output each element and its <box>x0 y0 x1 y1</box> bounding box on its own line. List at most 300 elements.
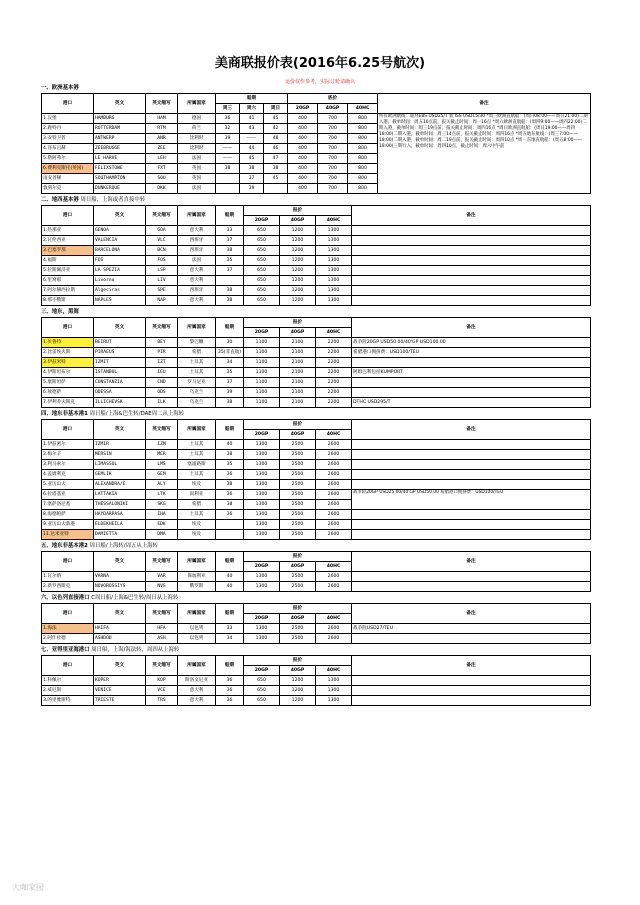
rate-40hc: 1300 <box>316 686 352 696</box>
sailing-days: 38 <box>216 480 244 490</box>
port-code: IEU <box>146 368 178 378</box>
table-row <box>42 490 591 500</box>
port-name: 3.伊兹米特 <box>42 358 94 368</box>
table-row <box>42 634 591 644</box>
sail-wed: —— <box>216 154 240 164</box>
rate-40hc: 2600 <box>316 440 352 450</box>
country: 以色列 <box>178 624 216 634</box>
rate-20gp: 650 <box>244 246 280 256</box>
remarks <box>352 582 591 592</box>
country: 土耳其 <box>178 510 216 520</box>
sailing-days: 35 <box>216 256 244 266</box>
rate-20gp: 1300 <box>244 460 280 470</box>
rate-40hc: 1300 <box>316 266 352 276</box>
port-name: 3.利马索尔 <box>42 460 94 470</box>
section-title-main: 二、地西基本港 <box>41 197 79 203</box>
rate-40hc: 2600 <box>316 500 352 510</box>
port-name: 9.亚历山大新港 <box>42 520 94 530</box>
rate-40hc: 1300 <box>316 696 352 706</box>
port-name: 6.里窝那 <box>42 276 94 286</box>
rate-40gp: 1200 <box>280 276 316 286</box>
table-row <box>42 378 591 388</box>
section-3 <box>41 308 591 408</box>
table-row <box>42 676 591 686</box>
table-row <box>42 338 591 348</box>
remarks: 所有欧洲航线：迪拜EBS USD25/T 新 ISS USD15/30 *周三欧洲直航船：(周日08:00——周日21:00)二期入港，截单时间：周五10点前，报关截止时间：周一16点 *周六欧洲直航船：(周四9:00——周四22:00)二期入港，截单时间：周三19点前，报关截止时间：周四16点 *周日欧洲直航船：(周日19:00——周四18:00)二期入港，截单时间：周三14点前，报关截止时间：周四16点 *周五地东航线：(周三7:00——18:00)二期入港，截单时间：周二19点前，报关截止时间：周四10点 *周一东地直航船：(周五8:00——18:00)三期行入，截单时间：周四10点，截止时间：周六中午前 <box>378 114 591 194</box>
rate-40gp: 2500 <box>280 572 316 582</box>
rate-40gp: 2500 <box>280 460 316 470</box>
rate-20gp: 1300 <box>244 624 280 634</box>
sail-sun: 38 <box>264 164 288 174</box>
rate-40hc: 2600 <box>316 460 352 470</box>
price-note: 运价仅作参考，实际订舱请确认 <box>284 79 355 85</box>
port-name: 7.伊利乔夫斯克 <box>42 398 94 408</box>
country: 保加利亚 <box>178 572 216 582</box>
port-english: FOS <box>94 256 146 266</box>
rate-40hc: 1300 <box>316 286 352 296</box>
port-english: NOVOROSSIYS <box>94 582 146 592</box>
column-header: 40GP <box>280 562 316 572</box>
port-english: FELIXSTOWE <box>94 164 146 174</box>
column-header: 船期 <box>216 206 244 226</box>
port-code: FOS <box>146 256 178 266</box>
rate-20gp: 1300 <box>244 634 280 644</box>
section-5 <box>41 542 591 592</box>
rate-40hc: 2200 <box>316 398 352 408</box>
rate-20gp: 1100 <box>244 338 280 348</box>
section-7 <box>41 646 591 706</box>
port-code: LSP <box>146 266 178 276</box>
port-name: 8.那不勒斯 <box>42 296 94 306</box>
port-name: 7.塞萨洛尼基 <box>42 500 94 510</box>
rate-40gp: 1200 <box>280 696 316 706</box>
rate-40gp: 1200 <box>280 676 316 686</box>
country: 乌克兰 <box>178 388 216 398</box>
remarks <box>352 686 591 696</box>
rate-20gp: 650 <box>244 256 280 266</box>
country: 意大利 <box>178 226 216 236</box>
port-name: 1.伊兹密尔 <box>42 440 94 450</box>
port-code: KOP <box>146 676 178 686</box>
sail-sat: 44 <box>240 144 264 154</box>
country: 埃及 <box>178 480 216 490</box>
table-row <box>42 296 591 306</box>
port-name: 8.海德帕萨 <box>42 510 94 520</box>
port-code: IZT <box>146 358 178 368</box>
rate-40hc: 800 <box>348 134 378 144</box>
column-header: 港口 <box>42 552 94 572</box>
rate-40gp: 1200 <box>280 686 316 696</box>
section-title-main: 五、地东非基本港2 <box>41 543 88 549</box>
port-english: ILLICHEVSK <box>94 398 146 408</box>
rate-40gp: 1200 <box>280 246 316 256</box>
remarks <box>352 388 591 398</box>
rate-40hc: 2600 <box>316 582 352 592</box>
rate-40hc: 800 <box>348 124 378 134</box>
rate-20gp: 400 <box>288 144 318 154</box>
remarks <box>352 634 591 644</box>
table-row <box>42 358 591 368</box>
port-name: 2.梅尔辛 <box>42 450 94 460</box>
column-header: 港口 <box>42 94 94 114</box>
column-header: 40GP <box>280 666 316 676</box>
country: 希腊 <box>178 500 216 510</box>
rate-40hc: 800 <box>348 154 378 164</box>
rate-table <box>41 603 591 644</box>
port-code: CND <box>146 378 178 388</box>
rate-40hc: 2200 <box>316 348 352 358</box>
rate-40gp: 2500 <box>280 470 316 480</box>
remarks <box>352 266 591 276</box>
port-english: LA SPEZIA <box>94 266 146 276</box>
port-english: Livorno <box>94 276 146 286</box>
rate-40hc: 2600 <box>316 470 352 480</box>
column-header: 20GP <box>244 328 280 338</box>
column-header: 20GP <box>244 562 280 572</box>
port-english: NAPLES <box>94 296 146 306</box>
port-english: CONSTANZIA <box>94 378 146 388</box>
port-english: HAMBURG <box>94 114 146 124</box>
port-english: IZMIT <box>94 358 146 368</box>
rate-40hc: 2200 <box>316 358 352 368</box>
port-code: GOA <box>146 226 178 236</box>
port-code: LEH <box>146 154 178 164</box>
port-name: 2.阿什杜德 <box>42 634 94 644</box>
table-row <box>42 236 591 246</box>
column-header: 港口 <box>42 656 94 676</box>
section-title-sub: C周日船/上海&巴生转/周日从上海转 <box>89 595 179 601</box>
table-row <box>42 450 591 460</box>
rate-table <box>41 93 591 194</box>
column-header: 报价 <box>244 206 352 216</box>
port-code: TRS <box>146 696 178 706</box>
sailing-days: 36 <box>216 470 244 480</box>
table-row <box>42 440 591 450</box>
remarks <box>352 450 591 460</box>
sail-sun: 42 <box>264 124 288 134</box>
rate-40gp: 700 <box>318 114 348 124</box>
column-header: 40GP <box>318 104 348 114</box>
port-name: 3.巴塞罗那 <box>42 246 94 256</box>
column-header: 40GP <box>280 430 316 440</box>
rate-document <box>41 82 591 706</box>
remarks <box>352 236 591 246</box>
column-header: 英文缩写 <box>146 604 178 624</box>
header-row <box>42 552 591 562</box>
section-title-sub: 周日船，上海或者直接中转 <box>78 197 146 203</box>
rate-40gp: 2500 <box>280 582 316 592</box>
section-title <box>41 542 591 551</box>
country: 土耳其 <box>178 368 216 378</box>
section-title <box>41 84 591 93</box>
column-header: 40HC <box>316 216 352 226</box>
rate-20gp: 1100 <box>244 348 280 358</box>
sailing-days: 40 <box>216 582 244 592</box>
country: 塞浦路斯 <box>178 460 216 470</box>
rate-40hc: 1300 <box>316 256 352 266</box>
port-code: DKK <box>146 184 178 194</box>
rate-40gp: 2500 <box>280 450 316 460</box>
port-name: 11.达米亚特 <box>42 530 94 540</box>
port-name: 1.汉堡 <box>42 114 94 124</box>
rate-40hc: 2600 <box>316 530 352 540</box>
rate-20gp: 400 <box>288 174 318 184</box>
rate-20gp: 1300 <box>244 510 280 520</box>
port-code: GEM <box>146 470 178 480</box>
rate-40gp: 2100 <box>280 358 316 368</box>
section-title <box>41 594 591 603</box>
table-row <box>42 686 591 696</box>
country: 意大利 <box>178 276 216 286</box>
sailing-days: 36 <box>216 696 244 706</box>
rate-40gp: 1200 <box>280 236 316 246</box>
remarks: 战争险20GP USD25.00/40'GP USD50.00 希腊港口拥挤费：USD100/TEU <box>352 490 591 510</box>
column-header: 港口 <box>42 318 94 338</box>
remarks <box>352 246 591 256</box>
rate-20gp: 1100 <box>244 358 280 368</box>
sailing-days: 38 <box>216 450 244 460</box>
sailing-days: 36 <box>216 686 244 696</box>
table-row <box>42 276 591 286</box>
port-english: ISTANBUL <box>94 368 146 378</box>
country: 意大利 <box>178 696 216 706</box>
column-header: 40GP <box>280 328 316 338</box>
header-row <box>42 206 591 216</box>
column-header: 周三 <box>216 104 240 114</box>
rate-40hc: 2600 <box>316 490 352 500</box>
rate-table <box>41 205 591 306</box>
rate-40gp: 1200 <box>280 256 316 266</box>
country: 希腊 <box>178 348 216 358</box>
rate-40gp: 2500 <box>280 440 316 450</box>
port-english: VALENCIA <box>94 236 146 246</box>
rate-20gp: 650 <box>244 686 280 696</box>
section-title <box>41 196 591 205</box>
rate-40hc: 2200 <box>316 368 352 378</box>
port-name: 5.康斯坦萨 <box>42 378 94 388</box>
sail-wed: 39 <box>216 134 240 144</box>
remarks <box>352 520 591 530</box>
sailing-days: 40 <box>216 440 244 450</box>
country: 法国 <box>178 184 216 194</box>
column-header: 备注 <box>352 604 591 624</box>
port-code: PIR <box>146 348 178 358</box>
table-row <box>42 696 591 706</box>
column-header: 所属国家 <box>178 318 216 338</box>
rate-20gp: 650 <box>244 276 280 286</box>
column-header: 40HC <box>316 562 352 572</box>
rate-40hc: 2600 <box>316 510 352 520</box>
sail-sun: 45 <box>264 114 288 124</box>
sailing-days: 35 <box>216 368 244 378</box>
sailing-days: 38 <box>216 398 244 408</box>
port-name: 7.阿尔赫西拉斯 <box>42 286 94 296</box>
column-header: 船期 <box>216 656 244 676</box>
section-title-sub: 周日船/上海转/周五从上海转 <box>87 543 158 549</box>
sailing-days: 40 <box>216 572 244 582</box>
country: 叙利亚 <box>178 490 216 500</box>
column-header: 港口 <box>42 604 94 624</box>
port-name: 1.海法 <box>42 624 94 634</box>
country: 意大利 <box>178 296 216 306</box>
header-row <box>42 318 591 328</box>
column-header: 40HC <box>316 328 352 338</box>
rate-40gp: 2500 <box>280 634 316 644</box>
port-name: 6.费利克斯托(英国) <box>42 164 94 174</box>
sail-sun: 47 <box>264 154 288 164</box>
column-header: 英文 <box>94 94 146 114</box>
country: 西班牙 <box>178 236 216 246</box>
column-header: 所属国家 <box>178 94 216 114</box>
port-english: GENOA <box>94 226 146 236</box>
rate-40gp: 2100 <box>280 338 316 348</box>
sailing-days: 39 <box>216 388 244 398</box>
remarks <box>352 530 591 540</box>
rate-40gp: 700 <box>318 184 348 194</box>
column-header: 20GP <box>244 216 280 226</box>
section-title-main: 四、地东非基本港1 <box>41 411 88 417</box>
rate-40gp: 2100 <box>280 348 316 358</box>
remarks <box>352 286 591 296</box>
column-header: 港口 <box>42 206 94 226</box>
column-header: 报价 <box>244 552 352 562</box>
rate-20gp: 650 <box>244 696 280 706</box>
sailing-days <box>216 276 244 286</box>
rate-40gp: 700 <box>318 124 348 134</box>
column-header: 船期 <box>216 552 244 572</box>
port-english: GEMLIK <box>94 470 146 480</box>
rate-40hc: 800 <box>348 174 378 184</box>
sailing-days: 33 <box>216 624 244 634</box>
table-row <box>42 520 591 530</box>
rate-40hc: 2600 <box>316 572 352 582</box>
country: 埃及 <box>178 530 216 540</box>
sail-wed: 38 <box>216 164 240 174</box>
section-title-main: 一、欧洲基本港 <box>41 85 79 91</box>
header-row <box>42 656 591 666</box>
rate-40gp: 1200 <box>280 296 316 306</box>
section-title-main: 三、地东，黑海 <box>41 309 79 315</box>
port-code: VCE <box>146 686 178 696</box>
port-code: SPE <box>146 286 178 296</box>
section-1 <box>41 84 591 194</box>
port-name: 6.敖德萨 <box>42 388 94 398</box>
sailing-days: 37 <box>216 236 244 246</box>
rate-40hc: 1300 <box>316 296 352 306</box>
rate-40hc: 1300 <box>316 676 352 686</box>
table-row <box>42 460 591 470</box>
column-header: 底价 <box>288 94 378 104</box>
column-header: 船期 <box>216 604 244 624</box>
port-english: BEIRUT <box>94 338 146 348</box>
port-code: IHA <box>146 510 178 520</box>
rate-20gp: 1300 <box>244 440 280 450</box>
remarks <box>352 276 591 286</box>
port-name: 4.伊斯坦布尔 <box>42 368 94 378</box>
sailing-days: 36 <box>216 676 244 686</box>
section-title <box>41 646 591 655</box>
sail-sat: 39 <box>240 184 264 194</box>
table-row <box>42 256 591 266</box>
rate-40hc: 2600 <box>316 634 352 644</box>
port-code: IZM <box>146 440 178 450</box>
sail-sat: 37 <box>240 174 264 184</box>
column-header: 20GP <box>244 430 280 440</box>
port-english: ODESSA <box>94 388 146 398</box>
table-row <box>42 624 591 634</box>
country: 意大利 <box>178 266 216 276</box>
port-name: 5.勒阿弗尔 <box>42 154 94 164</box>
rate-20gp: 650 <box>244 226 280 236</box>
country: 比利时 <box>178 134 216 144</box>
port-english: VARNA <box>94 572 146 582</box>
country: 乌克兰 <box>178 398 216 408</box>
rate-20gp: 1300 <box>244 520 280 530</box>
country: 土耳其 <box>178 440 216 450</box>
rate-table <box>41 419 591 540</box>
rate-40hc: 2600 <box>316 624 352 634</box>
rate-20gp: 400 <box>288 124 318 134</box>
column-header: 所属国家 <box>178 656 216 676</box>
header-row <box>42 94 591 104</box>
port-english: ZEEBRUGGE <box>94 144 146 154</box>
table-row <box>42 114 591 124</box>
column-header: 英文 <box>94 206 146 226</box>
remarks <box>352 470 591 480</box>
sail-sat: 45 <box>240 154 264 164</box>
port-code: ALY <box>146 480 178 490</box>
rate-20gp: 1100 <box>244 368 280 378</box>
rate-40hc: 1300 <box>316 236 352 246</box>
table-row <box>42 572 591 582</box>
sailing-days: 35 <box>216 460 244 470</box>
port-code: NVS <box>146 582 178 592</box>
rate-40hc: 2200 <box>316 388 352 398</box>
rate-40gp: 700 <box>318 164 348 174</box>
port-name: 2.鹿特丹 <box>42 124 94 134</box>
country: 土耳其 <box>178 470 216 480</box>
sail-sun <box>264 184 288 194</box>
port-name: 5.拉斯佩济亚 <box>42 266 94 276</box>
rate-20gp: 400 <box>288 114 318 124</box>
rate-40gp: 2500 <box>280 480 316 490</box>
remarks: 希腊港口拥挤费：USD100/TEU <box>352 348 591 358</box>
column-header: 20GP <box>244 614 280 624</box>
column-header: 40HC <box>316 666 352 676</box>
sailing-days: 37 <box>216 266 244 276</box>
sailing-days: 36 <box>216 510 244 520</box>
port-code: ILK <box>146 398 178 408</box>
port-name: 南安普顿 <box>42 174 94 184</box>
sailing-days: 30 <box>216 338 244 348</box>
rate-40gp: 700 <box>318 154 348 164</box>
column-header: 报价 <box>244 604 352 614</box>
column-header: 报价 <box>244 318 352 328</box>
section-title-main: 七、亚得里亚海港口 <box>41 647 90 653</box>
rate-40hc: 2600 <box>316 480 352 490</box>
remarks: 战争险20GP USD50.00/40'GP USD100.00 <box>352 338 591 348</box>
column-header: 港口 <box>42 420 94 440</box>
rate-20gp: 1100 <box>244 398 280 408</box>
port-english: TRIESTE <box>94 696 146 706</box>
port-english: ROTTERDAM <box>94 124 146 134</box>
sail-wed: 32 <box>216 124 240 134</box>
rate-40gp: 1200 <box>280 266 316 276</box>
remarks <box>352 460 591 470</box>
rate-20gp: 650 <box>244 266 280 276</box>
table-row <box>42 348 591 358</box>
table-row <box>42 510 591 520</box>
